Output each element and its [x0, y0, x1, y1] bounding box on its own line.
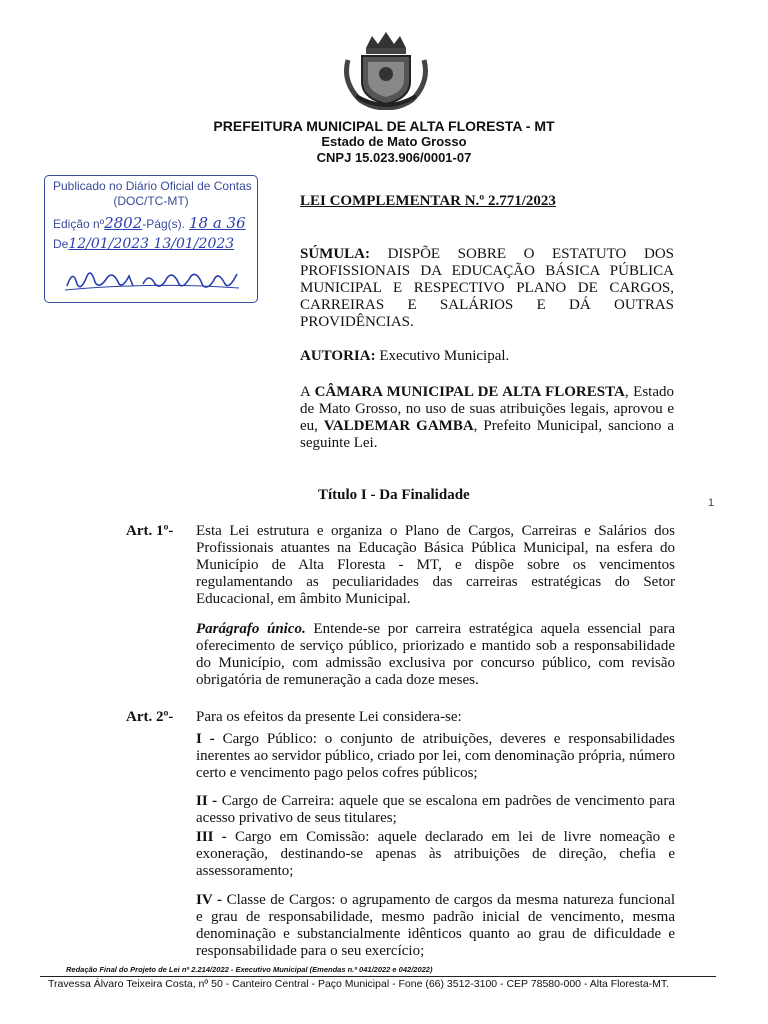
header-title: PREFEITURA MUNICIPAL DE ALTA FLORESTA - MT — [213, 118, 555, 134]
preamble-end: , Prefeito Municipal, sanciono a seguinte Lei. — [300, 418, 674, 451]
preamble-a: A — [300, 384, 315, 400]
sumula-text: DISPÕE SOBRE O ESTATUTO DOS PROFISSIONAIS DA EDUCAÇÃO BÁSICA PÚBLICA MUNICIPAL E RESPECTIVO PLANO DE CARGOS, CARREIRAS E SALÁRIOS E DÁ OUTRAS PROVIDÊNCIAS. — [300, 246, 674, 330]
art1-paragrafo — [196, 621, 675, 689]
stamp-edicao-value: 2802 — [104, 214, 143, 232]
preamble-camara: CÂMARA MUNICIPAL DE ALTA FLORESTA — [314, 384, 625, 400]
publication-stamp — [44, 175, 258, 303]
art2-item-1 — [196, 731, 675, 782]
page-number: 1 — [708, 497, 715, 509]
art2-item-2 — [196, 793, 675, 827]
art2-item-2-label: II - — [196, 793, 218, 809]
stamp-edicao-label: Edição nº — [53, 217, 105, 231]
art2-intro: Para os efeitos da presente Lei considera-se: — [196, 709, 462, 725]
preamble-mid: , Estado de Mato Grosso, no uso de suas atribuições legais, aprovou e eu, — [300, 384, 674, 434]
art2-item-3-label: III - — [196, 829, 227, 845]
stamp-signature — [63, 264, 243, 297]
crest-icon — [338, 30, 434, 110]
autoria-label: AUTORIA: — [300, 348, 376, 364]
stamp-pags-value: 18 a 36 — [188, 214, 246, 232]
art2-item-2-text: Cargo de Carreira: aquele que se escalona em padrões de vencimento para acesso privativo de seus titulares; — [196, 793, 675, 826]
sumula-label: SÚMULA: — [300, 246, 370, 262]
art1-text: Esta Lei estrutura e organiza o Plano de Cargos, Carreiras e Salários dos Profissionais atuantes na Educação Básica Pública Municipal, na esfera do Município de Alta Floresta - MT, e dispõe sobre os vencimentos regulamentando as peculiaridades das carreiras estratégicas do Setor Educacional, em âmbito Municipal. — [196, 523, 675, 607]
art2-item-1-text: Cargo Público: o conjunto de atribuições, deveres e responsabilidades inerentes ao servidor público, criado por lei, com denominação própria, número certo e vencimento pago pelos cofres públicos; — [196, 731, 675, 781]
header-state: Estado de Mato Grosso — [321, 134, 467, 149]
stamp-line2: (DOC/TC-MT) — [113, 194, 189, 208]
preamble-prefeito: VALDEMAR GAMBA — [323, 418, 474, 434]
autoria — [300, 348, 509, 365]
art2-item-4 — [196, 892, 675, 960]
art2-item-4-label: IV - — [196, 892, 222, 908]
footer-redacao: Redação Final do Projeto de Lei nº 2.214/2022 - Executivo Municipal (Emendas n.º 041/2022 e 042/2022) — [66, 965, 433, 974]
stamp-pags-label: -Pág(s). — [142, 217, 185, 231]
art2-item-4-text: Classe de Cargos: o agrupamento de cargos da mesma natureza funcional e grau de responsabilidade, mesmo padrão inicial de vencimento, mesma denominação e substancialmente idênticos quanto ao grau de dificuldade e responsabilidade para o seu exercício; — [196, 892, 675, 959]
stamp-line1: Publicado no Diário Oficial de Contas — [53, 179, 252, 193]
stamp-de-value: 12/01/2023 13/01/2023 — [68, 236, 235, 252]
art1-number: Art. 1º- — [126, 523, 174, 539]
art2-item-1-label: I - — [196, 731, 215, 747]
footer-address: Travessa Álvaro Teixeira Costa, nº 50 - Canteiro Central - Paço Municipal - Fone (66) 3512-3100 - CEP 78580-000 - Alta Floresta-MT. — [48, 978, 670, 990]
art1-paragrafo-label: Parágrafo único. — [196, 621, 306, 637]
header-cnpj: CNPJ 15.023.906/0001-07 — [316, 150, 472, 165]
preamble — [300, 384, 674, 452]
law-title: LEI COMPLEMENTAR N.º 2.771/2023 — [300, 193, 556, 209]
art2-number: Art. 2º- — [126, 709, 174, 725]
stamp-date — [53, 236, 234, 252]
autoria-text: Executivo Municipal. — [375, 348, 510, 364]
section-title: Título I - Da Finalidade — [318, 487, 470, 503]
stamp-de-label: De — [53, 237, 69, 251]
art2-item-3 — [196, 829, 675, 880]
sumula — [300, 246, 674, 331]
stamp-edicao — [53, 214, 246, 232]
art1-paragrafo-text: Entende-se por carreira estratégica aquela essencial para oferecimento de serviço público, priorizado e mantido sob a responsabilidade do Município, com admissão exclusiva por concurso público, com revisão obrigatória de remuneração a cada doze meses. — [196, 621, 676, 688]
art2-item-3-text: Cargo em Comissão: aquele declarado em lei de livre nomeação e exoneração, destinando-se apenas às atribuições de direção, chefia e assessoramento; — [196, 829, 676, 879]
